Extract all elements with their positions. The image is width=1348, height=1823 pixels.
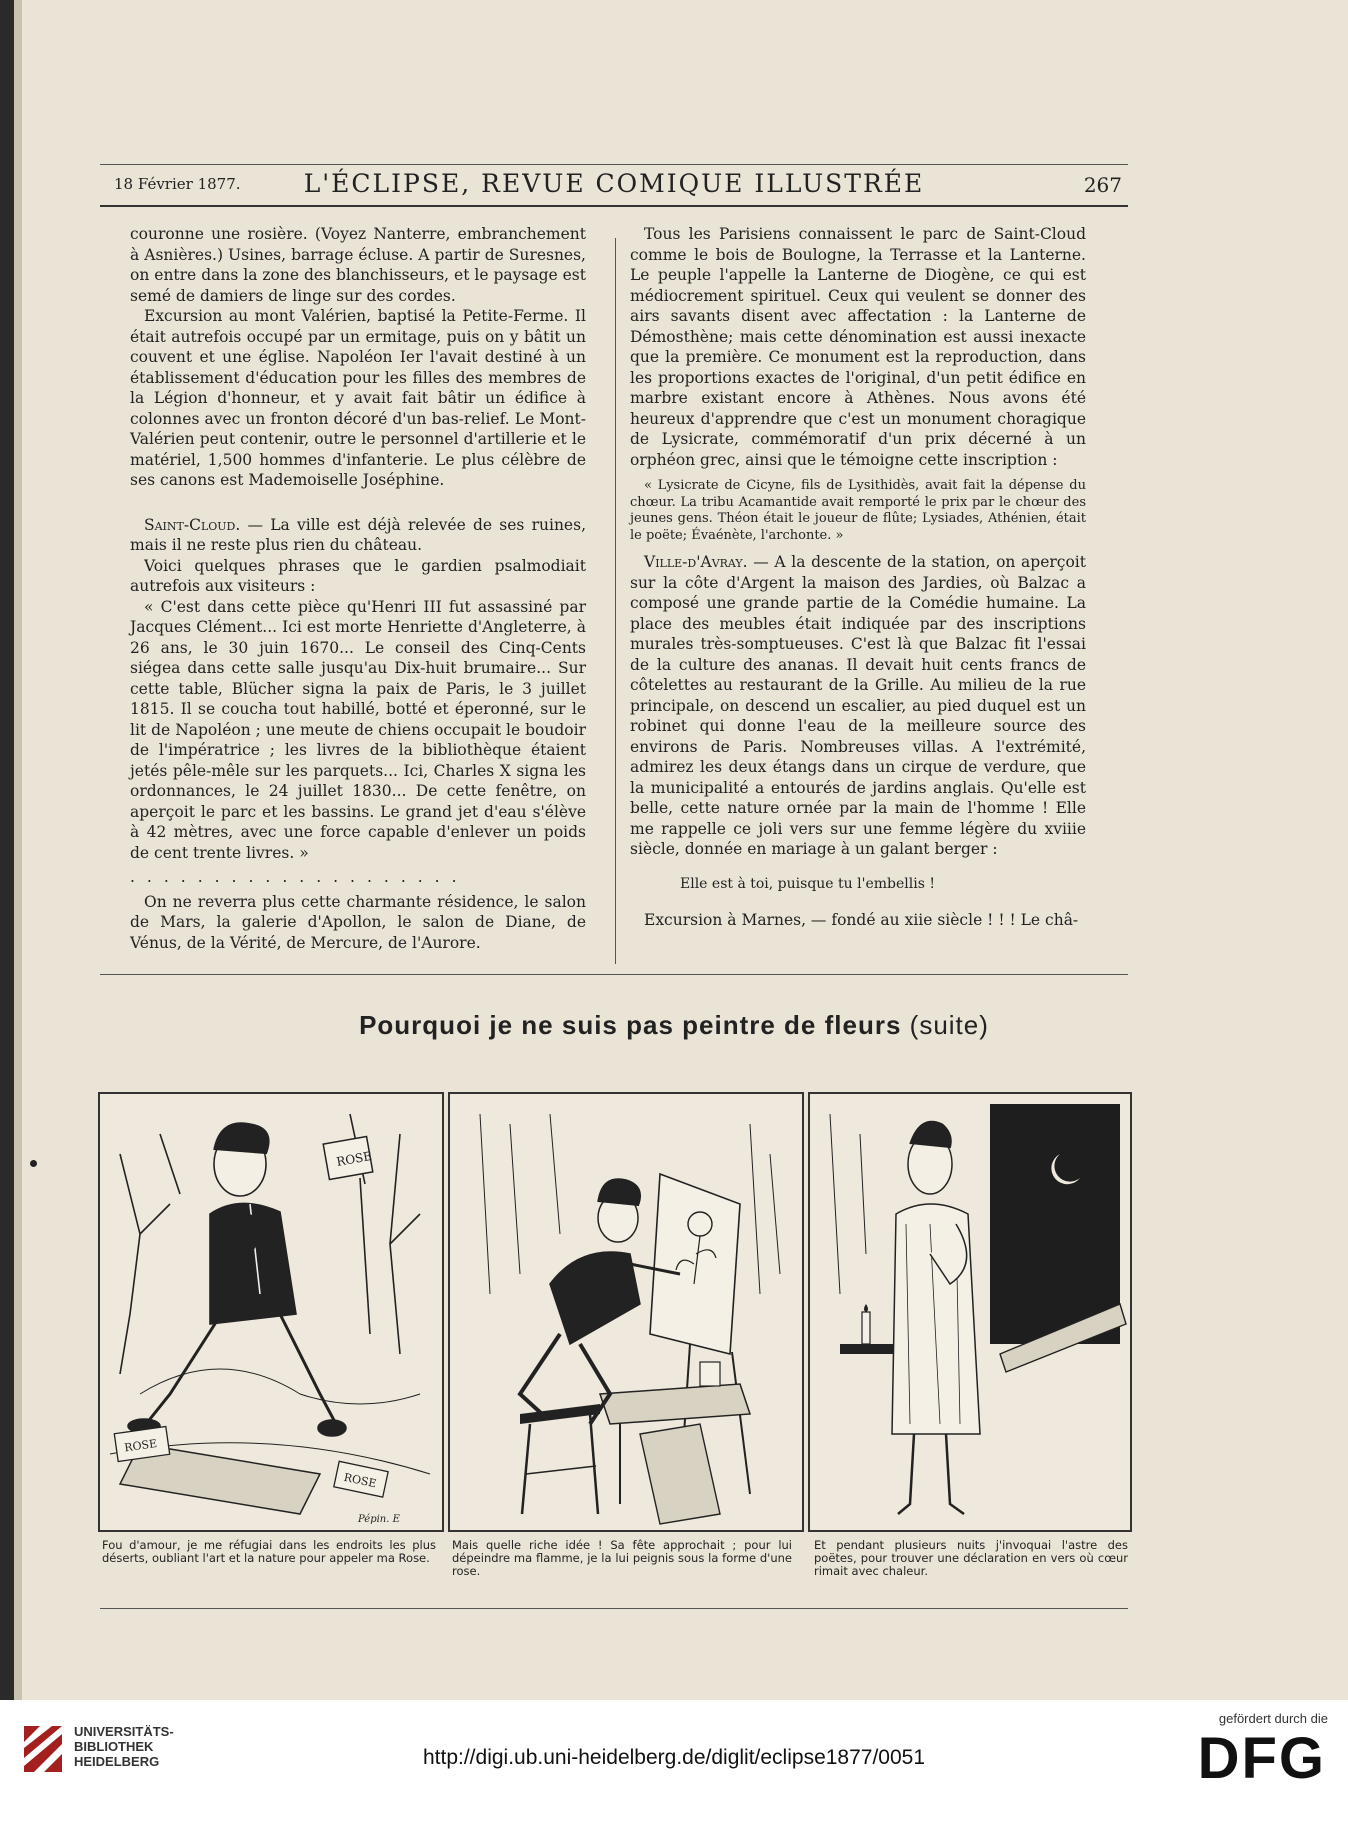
panel-2-caption: Mais quelle riche idée ! Sa fête approchait ; pour lui dépeindre ma flamme, je la lui peignis sous la forme d'une rose. [452,1538,792,1578]
panel-3-illustration [810,1094,1130,1530]
panel-2-illustration [450,1094,802,1530]
section-head: Ville-d'Avray. [644,553,748,571]
page-number: 267 [1083,173,1122,197]
issue-date: 18 Février 1877. [114,175,241,193]
cartoon-title-suffix: (suite) [909,1010,989,1040]
ink-spot [30,1160,37,1167]
paragraph-saint-cloud [130,515,586,556]
artist-signature: Pépin. E [358,1514,400,1525]
institution-line: UNIVERSITÄTS- [74,1724,174,1739]
left-column [130,224,586,953]
paragraph: couronne une rosière. (Voyez Nanterre, embranchement à Asnières.) Usines, barrage écluse. A partir de Suresnes, on entre dans la zone des blanchisseurs, et le paysage est semé de damiers de linge sur des cordes. [130,225,586,305]
paragraph-text: — La ville est déjà relevée de ses ruines, mais il ne reste plus rien du château. [130,515,586,554]
dfg-logo[interactable]: DFG [1197,1726,1326,1791]
permalink-url[interactable]: http://digi.ub.uni-heidelberg.de/diglit/eclipse1877/0051 [422,1746,926,1769]
paragraph-ville-davray [630,552,1086,860]
paragraph: Tous les Parisiens connaissent le parc de Saint-Cloud comme le bois de Boulogne, la Terrasse et la Lanterne. Le peuple l'appelle la Lanterne de Diogène, ce qui est médiocrement spirituel. Ceux qui veulent se donner des airs savants disent avec affectation : la Lanterne de Démosthène; mais cette dénomination est aussi inexacte que la première. Ce monument est la reproduction, dans les proportions exactes de l'original, d'un petit édifice en marbre existant encore à Athènes. Nous avons été heureux d'apprendre que c'est un monument choragique de Lysicrate, commémoratif d'un prix décerné à un orphéon grec, ainsi que le témoigne cette inscription : [630,225,1086,469]
funding-note: gefördert durch die [1218,1711,1328,1726]
cartoon-title: Pourquoi je ne suis pas peintre de fleurs [359,1010,902,1040]
paragraph-text: — A la descente de la station, on aperçoit sur la côte d'Argent la maison des Jardies, où Balzac a composé une grande partie de la Comédie humaine. La place des meubles était indiquée par des inscriptions murales très-somptueuses. C'est là que Balzac fit l'essai de la culture des ananas. Il devait huit cents francs de côtelettes au restaurant de la Grille. Au milieu de la rue principale, on descend un escalier, au pied duquel est un robinet qui donne l'eau de la meilleure source des environs de Paris. Nombreuses villas. A l'extrémité, admirez les deux étangs dans un cirque de verdure, que la municipalité a entourés de jardins anglais. Qu'elle est belle, cette nature ornée par la main de l'homme ! Elle me rappelle ce joli vers sur une femme légère du xviiie siècle, donnée en mariage à un galant berger : [630,553,1086,858]
page-edge [14,0,22,1700]
institution-line: BIBLIOTHEK [74,1739,154,1754]
cartoon-heading [0,1010,1348,1041]
paragraph: Voici quelques phrases que le gardien psalmodiait autrefois aux visiteurs : [130,556,586,595]
journal-title: L'ÉCLIPSE, REVUE COMIQUE ILLUSTRÉE [303,169,925,198]
panel-1-caption: Fou d'amour, je me réfugiai dans les endroits les plus déserts, oubliant l'art et la nature pour appeler ma Rose. [102,1538,436,1565]
inscription-quote: « Lysicrate de Cicyne, fils de Lysithidès, avait fait la dépense du chœur. La tribu Acamantide avait remporté le prix par le chœur des jeunes gens. Théon était le joueur de flûte; Lysiades, Athénien, était le poëte; Évaénète, l'archonte. » [630,478,1086,543]
verse-line: Elle est à toi, puisque tu l'embellis ! [680,875,935,892]
panel-1-illustration [100,1094,442,1530]
page-header [100,164,1128,207]
bottom-rule [100,1608,1128,1609]
column-divider [615,238,616,964]
cartoon-panel-1 [98,1092,444,1532]
cartoon-panel-3 [808,1092,1132,1532]
paragraph-quote: « C'est dans cette pièce qu'Henri III fut assassiné par Jacques Clément... Ici est morte Henriette d'Angleterre, à 26 ans, le 30 juin 1670... Le conseil des Cinq-Cents siégea dans cette salle jusqu'au Dix-huit brumaire... Sur cette table, Blücher signa la paix de Paris, le 3 juillet 1815. Il se coucha tout habillé, botté et éperonné, sur le lit de Napoléon ; une meute de chiens occupait le boudoir de l'impératrice ; les livres de la bibliothèque étaient jetés pêle-mêle sur les parquets... Ici, Charles X signa les ordonnances, le 24 juillet 1830... De cette fenêtre, on aperçoit le parc et les bassins. Le grand jet d'eau s'élève à 42 mètres, avec une force capable d'enlever un poids de cent trente livres. » [130,597,586,862]
panel-3-caption: Et pendant plusieurs nuits j'invoquai l'astre des poëtes, pour trouver une déclaration en vers où cœur rimait avec chaleur. [814,1538,1128,1578]
page-binding-shadow [0,0,14,1700]
paragraph: Excursion à Marnes, — fondé au xiie siècle ! ! ! Le châ- [644,911,1079,929]
paragraph: Excursion au mont Valérien, baptisé la Petite-Ferme. Il était autrefois occupé par un ermitage, puis on y bâtit un couvent et une église. Napoléon Ier l'avait destiné à un établissement d'éducation pour les filles des membres de la Légion d'honneur, et y avait fait bâtir un édifice à colonnes avec un fronton décoré d'un bas-relief. Le Mont-Valérien peut contenir, outre le personnel d'artillerie et le matériel, 1,500 hommes d'infanterie. Le plus célèbre de ses canons est Mademoiselle Joséphine. [130,307,586,489]
sign-rose: ROSE [123,1436,158,1455]
paragraph: On ne reverra plus cette charmante résidence, le salon de Mars, la galerie d'Apollon, le salon de Diane, de Vénus, de la Vérité, de Mercure, de l'Aurore. [130,892,586,952]
cartoon-panel-2 [448,1092,804,1532]
sign-rose: ROSE [335,1148,374,1169]
dotted-separator: .................... [130,868,469,886]
sign-rose: ROSE [342,1470,378,1491]
section-head: Saint-Cloud. [144,515,241,534]
institution-line: HEIDELBERG [74,1754,160,1769]
right-column [630,224,1086,931]
section-rule [100,974,1128,975]
